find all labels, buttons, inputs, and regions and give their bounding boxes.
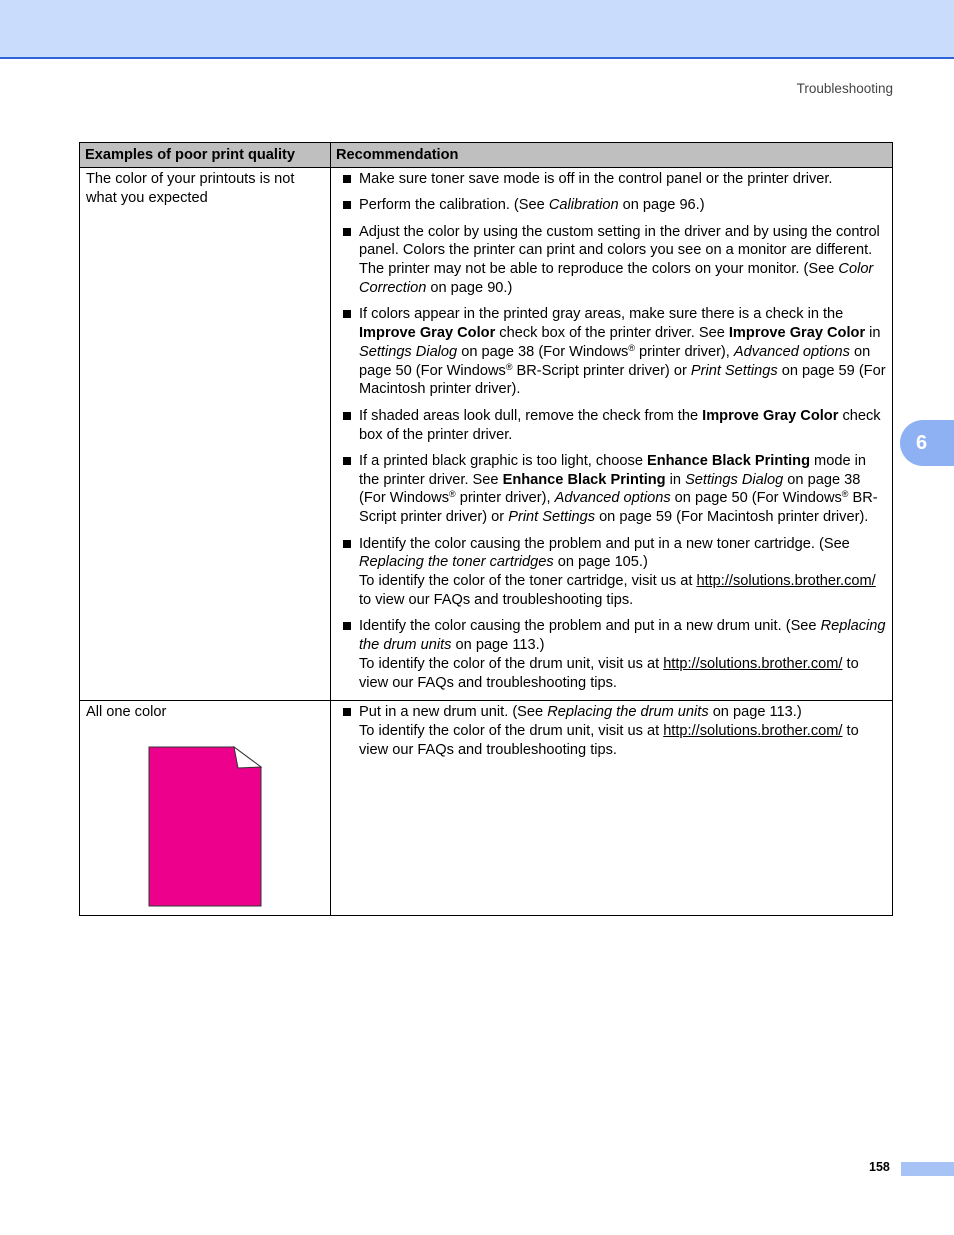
cross-reference: Color Correction — [359, 261, 874, 296]
ui-term: Enhance Black Printing — [502, 471, 666, 488]
list-item: If colors appear in the printed gray areas, make sure there is a check in the Improve Gray Color check box of the printer driver. See Improve Gray Color in Settings Dialog on page 38 (For Windows® printer driver), Advanced options on page 50 (For Windows® BR-Script printer driver) or Print Settings on page 59 (For Macintosh printer driver). — [337, 305, 887, 399]
registered-mark: ® — [449, 489, 456, 500]
top-header-band — [0, 0, 954, 59]
recommendation-cell — [331, 168, 893, 701]
column-header-examples: Examples of poor print quality — [80, 143, 331, 168]
list-item: Perform the calibration. (See Calibration on page 96.) — [337, 196, 887, 215]
list-item: Identify the color causing the problem and put in a new drum unit. (See Replacing the drum units on page 113.) To identify the color of the drum unit, visit us at http://solutions.brother.com/ to view our FAQs and troubleshooting tips. — [337, 617, 887, 692]
cross-reference: Settings Dialog — [685, 471, 784, 488]
list-item: If a printed black graphic is too light, choose Enhance Black Printing mode in the printer driver. See Enhance Black Printing in Settings Dialog on page 38 (For Windows® printer driver), Advanced options on page 50 (For Windows® BR-Script printer driver) or Print Settings on page 59 (For Macintosh printer driver). — [337, 452, 887, 527]
page-number-bar — [901, 1162, 954, 1176]
cross-reference: Print Settings — [508, 509, 596, 526]
support-link[interactable]: http://solutions.brother.com/ — [663, 655, 843, 672]
square-bullet-icon — [343, 310, 351, 318]
ui-term: Improve Gray Color — [702, 407, 839, 424]
support-link[interactable]: http://solutions.brother.com/ — [663, 723, 843, 740]
square-bullet-icon — [343, 175, 351, 183]
square-bullet-icon — [343, 412, 351, 420]
example-cell — [80, 701, 331, 916]
recommendation-list — [337, 170, 887, 692]
cross-reference: Settings Dialog — [359, 343, 458, 360]
list-item: Identify the color causing the problem and put in a new toner cartridge. (See Replacing the toner cartridges on page 105.) To identify the color of the toner cartridge, visit us at http://solutions.brother.com/ to view our FAQs and troubleshooting tips. — [337, 535, 887, 610]
square-bullet-icon — [343, 457, 351, 465]
magenta-page-illustration — [148, 746, 262, 907]
chapter-tab[interactable]: 6 — [900, 420, 954, 466]
print-quality-table — [79, 142, 893, 916]
ui-term: Improve Gray Color — [728, 325, 866, 342]
running-header: Troubleshooting — [796, 81, 893, 96]
recommendation-list — [337, 703, 887, 759]
list-item: Put in a new drum unit. (See Replacing the drum units on page 113.) To identify the color of the drum unit, visit us at http://solutions.brother.com/ to view our FAQs and troubleshooting tips. — [337, 703, 887, 759]
list-item: If shaded areas look dull, remove the check from the Improve Gray Color check box of the printer driver. — [337, 407, 887, 445]
cross-reference: Replacing the drum units — [547, 704, 709, 721]
list-item: Adjust the color by using the custom setting in the driver and by using the control panel. Colors the printer can print and colors you see on a monitor are different. The printer may not be able to reproduce the colors on your monitor. (See Color Correction on page 90.) — [337, 223, 887, 298]
table-row — [80, 701, 893, 916]
support-link[interactable]: http://solutions.brother.com/ — [696, 573, 876, 590]
cross-reference: Advanced options — [554, 490, 671, 507]
registered-mark: ® — [841, 489, 849, 500]
ui-term: Improve Gray Color — [359, 325, 496, 342]
cross-reference: Replacing the toner cartridges — [359, 554, 554, 571]
list-item: Make sure toner save mode is off in the control panel or the printer driver. — [337, 170, 887, 189]
square-bullet-icon — [343, 708, 351, 716]
square-bullet-icon — [343, 622, 351, 630]
column-header-recommendation: Recommendation — [331, 143, 893, 168]
cross-reference: Advanced options — [733, 343, 850, 360]
square-bullet-icon — [343, 540, 351, 548]
registered-mark: ® — [505, 361, 513, 372]
table-header-row — [80, 143, 893, 168]
recommendation-cell — [331, 701, 893, 916]
page-fold-corner — [234, 747, 261, 768]
table-row — [80, 168, 893, 701]
square-bullet-icon — [343, 228, 351, 236]
example-cell: The color of your printouts is not what you expected — [80, 168, 331, 701]
page-number: 158 — [869, 1160, 890, 1174]
page-sheet — [149, 747, 261, 906]
cross-reference: Calibration — [548, 197, 619, 214]
registered-mark: ® — [628, 342, 635, 353]
example-label: All one color — [86, 704, 167, 721]
cross-reference: Replacing the drum units — [359, 618, 886, 654]
cross-reference: Print Settings — [690, 362, 778, 379]
square-bullet-icon — [343, 201, 351, 209]
ui-term: Enhance Black Printing — [646, 452, 810, 469]
